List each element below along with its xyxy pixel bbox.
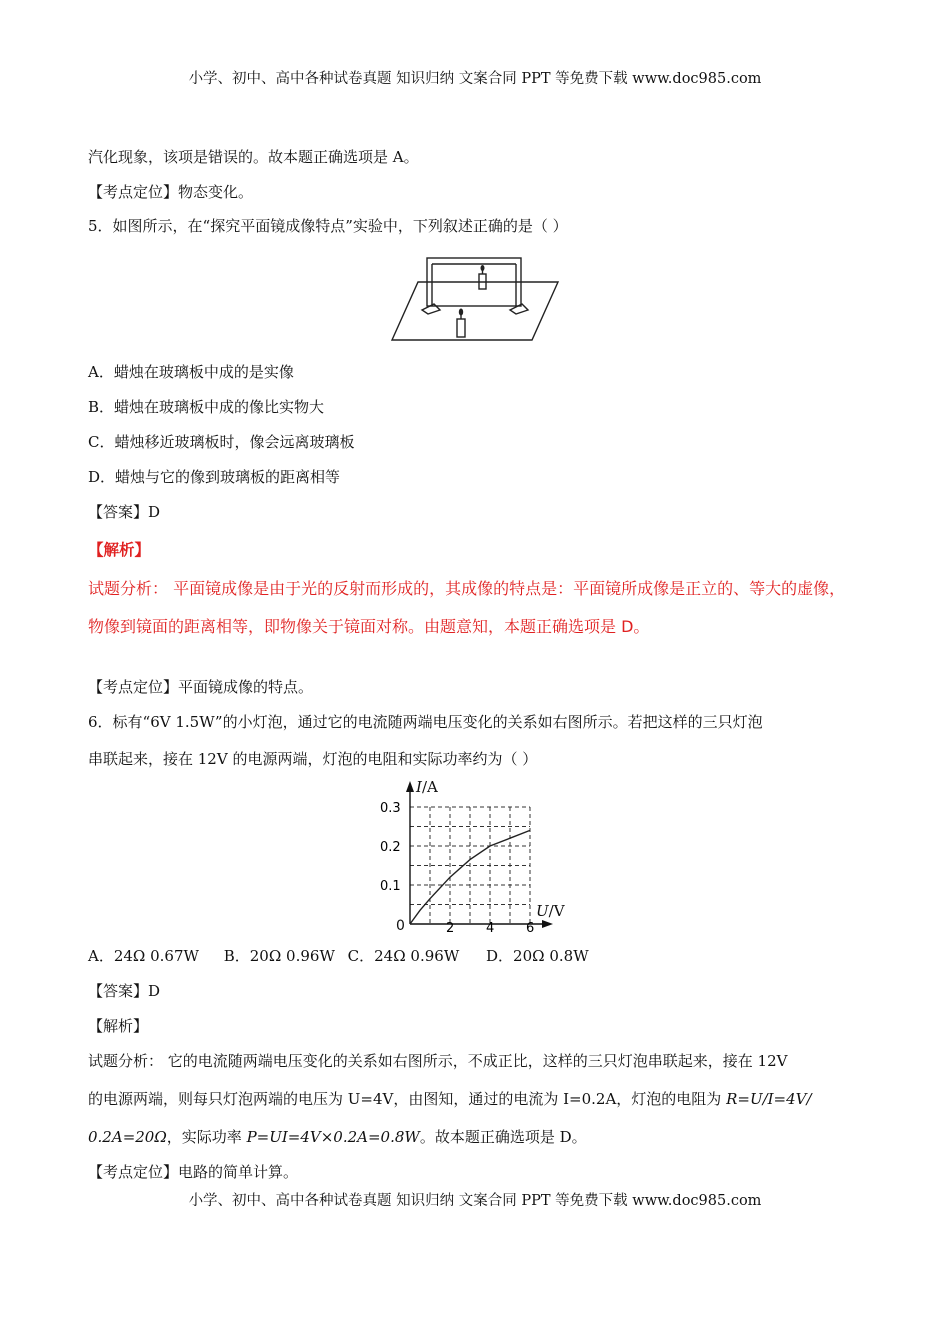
q6-line2-text: 的电源两端，则每只灯泡两端的电压为 U=4V，由图知，通过的电流为 I=0.2A，灯泡的电阻为 [88,1090,727,1108]
q5-jiexi-line2: 物像到镜面的距离相等，即物像关于镜面对称。由题意知，本题正确选项是 D。 [88,617,650,636]
q6-option-d: D．20Ω 0.8W [486,947,589,965]
q5-option-b: B．蜡烛在玻璃板中成的像比实物大 [88,398,325,416]
y-axis-label: I/A [416,778,438,796]
q6-line3-text: ，实际功率 [166,1128,247,1146]
x-axis-arrow [542,920,553,928]
x-axis-label: U/V [536,902,565,920]
q6-line3-end: 。故本题正确选项是 D。 [419,1128,587,1146]
q5-jiexi-line1: 试题分析： 平面镜成像是由于光的反射而形成的，其成像的特点是：平面镜所成像是正立的、等大的虚像， [88,579,846,598]
q6-formula-p: P=UI=4V×0.2A=0.8W [246,1128,420,1146]
q5-option-d: D．蜡烛与它的像到玻璃板的距离相等 [88,468,341,486]
real-candle [457,319,465,337]
q6-option-c: C．24Ω 0.96W [347,947,460,965]
origin-label: 0 [396,918,405,934]
q6-kaodian: 【考点定位】电路的简单计算。 [88,1163,299,1181]
y-tick-label: 0.1 [380,879,401,894]
q5-option-c: C．蜡烛移近玻璃板时，像会远离玻璃板 [88,433,355,451]
q6-formula-r: R=U/I=4V/ [726,1090,812,1108]
q6-option-b: B．20Ω 0.96W [223,947,335,965]
chart-grid [410,807,530,924]
y-tick-label: 0.3 [380,801,401,816]
q6-answer: 【答案】D [88,982,161,1000]
q4-tail: 汽化现象，该项是错误的。故本题正确选项是 A。 [88,148,419,166]
q6-stem-line1: 6．标有“6V 1.5W”的小灯泡，通过它的电流随两端电压变化的关系如右图所示。若把这样的三只灯泡 [88,713,763,731]
q6-jiexi-line2 [88,1089,812,1109]
q6-options [88,946,589,966]
q6-stem-line2: 串联起来，接在 12V 的电源两端，灯泡的电阻和实际功率约为（ ） [88,750,538,768]
iv-chart [378,776,574,936]
mirror-experiment-figure [390,252,560,344]
q5-jiexi-head: 【解析】 [88,541,151,559]
q6-jiexi-head: 【解析】 [88,1017,149,1035]
q6-option-a: A．24Ω 0.67W [88,947,199,965]
page-footer: 小学、初中、高中各种试卷真题 知识归纳 文案合同 PPT 等免费下载 www.doc985.com [188,1193,762,1209]
q5-answer: 【答案】D [88,503,161,521]
x-tick-label: 6 [526,921,535,936]
q5-kaodian: 【考点定位】平面镜成像的特点。 [88,678,314,696]
image-flame [481,265,485,271]
q6-formula-r-cont: 0.2A=20Ω [88,1128,167,1146]
y-tick-label: 0.2 [380,840,401,855]
x-tick-label: 4 [486,921,495,936]
q4-kaodian: 【考点定位】物态变化。 [88,183,254,201]
q5-stem: 5．如图所示，在“探究平面镜成像特点”实验中，下列叙述正确的是（ ） [88,217,568,235]
real-flame [459,309,463,316]
q6-jiexi-line1: 试题分析： 它的电流随两端电压变化的关系如右图所示，不成正比，这样的三只灯泡串联起来，接在 12V [88,1052,788,1070]
y-axis-arrow [406,781,414,792]
tabletop [392,282,558,340]
q5-option-a: A．蜡烛在玻璃板中成的是实像 [88,363,294,381]
q6-jiexi-line3 [88,1127,587,1147]
page-header: 小学、初中、高中各种试卷真题 知识归纳 文案合同 PPT 等免费下载 www.doc985.com [188,71,762,87]
x-tick-label: 2 [446,921,455,936]
